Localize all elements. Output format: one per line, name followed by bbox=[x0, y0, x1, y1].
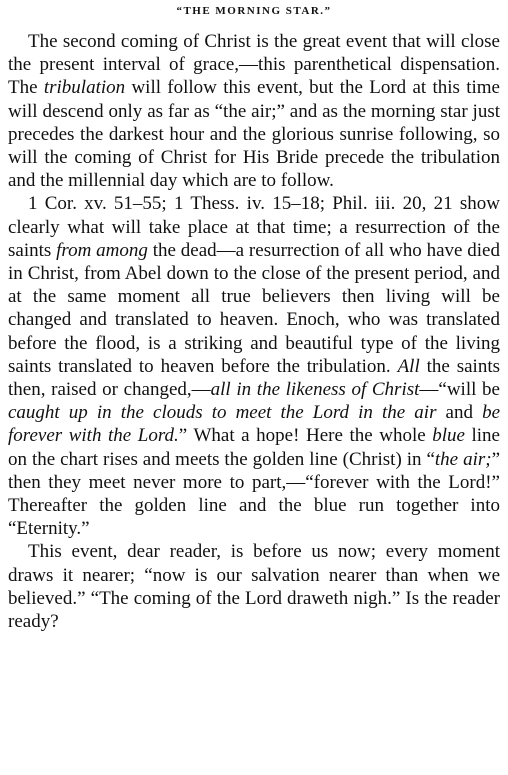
paragraph bbox=[8, 192, 500, 540]
text-run: the dead—a resurrection of all who have died in Christ, from Abel down to the close of the present period, and at the same moment all true believers then living will be changed and translated to heaven. Enoch, who was translated before the flood, is a striking and beautiful type of the living saints translated to heaven before the tribulation. bbox=[8, 239, 500, 377]
text-run: will follow this event, but the Lord at this time will descend only as far as “the air;” and as the morning star just precedes the darkest hour and the glorious sunrise following, so will the coming of Christ for His Bride precede the tribulation and the millennial day which are to follow. bbox=[8, 77, 500, 192]
text-run: This event, dear reader, is before us now; every moment draws it nearer; “now is our salvation nearer than when we believed.” “The coming of the Lord draweth nigh.” Is the reader ready? bbox=[8, 541, 500, 633]
text-run: ” What a hope! Here the whole bbox=[178, 425, 433, 447]
paragraph bbox=[8, 30, 500, 192]
text-run: The second coming of Christ is the great event that will close the present interval of grace,—this parenthetical dispensation. The bbox=[8, 31, 500, 99]
italic-text: from among bbox=[56, 239, 148, 261]
paragraph bbox=[8, 540, 500, 633]
text-run: line on the chart rises and meets the golden line (Christ) in “ bbox=[8, 425, 500, 470]
italic-text: blue bbox=[432, 425, 465, 447]
italic-text: caught up in the clouds to meet the Lord in the air bbox=[8, 402, 437, 424]
page-heading: “THE MORNING STAR.” bbox=[176, 5, 332, 17]
text-run: 1 Cor. xv. 51–55; 1 Thess. iv. 15–18; Phil. iii. 20, 21 show clearly what will take place at that time; a resurrection of the saints bbox=[8, 193, 500, 261]
text-run: and bbox=[436, 402, 483, 424]
italic-text: all in the likeness of Christ bbox=[210, 379, 420, 401]
body-text bbox=[8, 30, 500, 633]
text-run: —“will be bbox=[419, 379, 500, 401]
italic-text: tribulation bbox=[43, 77, 126, 99]
italic-text: the air; bbox=[434, 448, 492, 470]
italic-text: All bbox=[397, 355, 420, 377]
italic-text: be forever with the Lord. bbox=[8, 402, 500, 447]
text-run: the saints then, raised or changed,— bbox=[8, 355, 500, 401]
text-run: ” then they meet never more to part,—“forever with the Lord!” Thereafter the golden line and the blue run together into “Eternity.” bbox=[8, 448, 501, 540]
